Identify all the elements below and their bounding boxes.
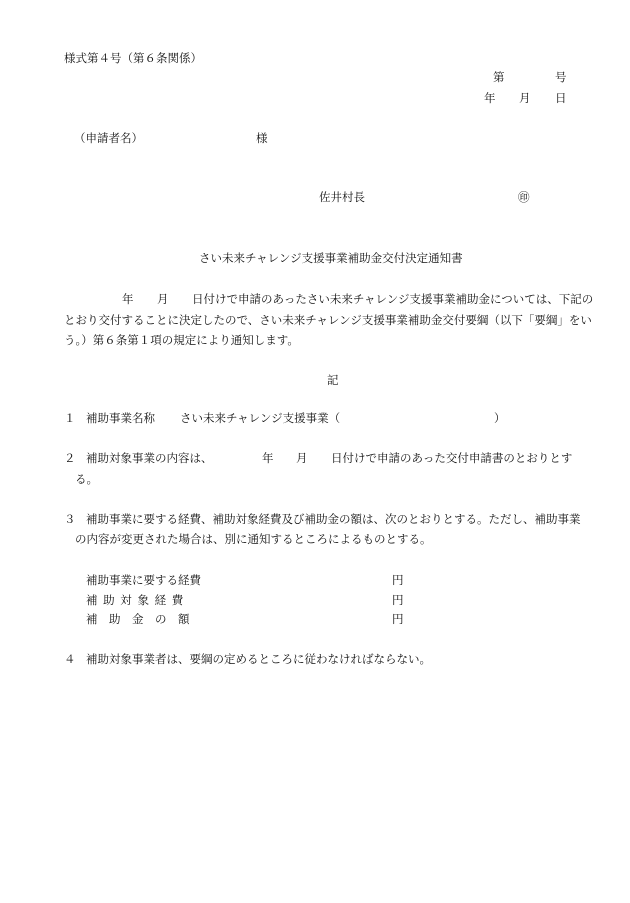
date-day: 日: [555, 91, 567, 105]
body-month: 月: [157, 292, 169, 306]
item2-number: ２: [64, 451, 76, 465]
cost-label-eligible: 補 助 対 象 経 費: [86, 593, 185, 607]
item1-value: さい未来チャレンジ支援事業（: [180, 411, 341, 425]
item1-number: １: [64, 411, 76, 425]
item2-month: 月: [296, 451, 308, 465]
cost-label-total: 補助事業に要する経費: [86, 573, 201, 587]
item2-text2: 日付けで申請のあった交付申請書のとおりとす: [331, 451, 573, 465]
body-line3: う。）第６条第１項の規定により通知します。: [64, 333, 299, 347]
item3-number: ３: [64, 512, 76, 526]
cost-label-subsidy: 補 助 金 の 額: [86, 612, 190, 626]
item1-label: 補助事業名称: [86, 411, 155, 425]
doc-number-suffix: 号: [555, 70, 567, 84]
body-line2: とおり交付することに決定したので、さい未来チャレンジ支援事業補助金交付要綱（以下「要綱」をい: [64, 313, 592, 327]
item4-number: ４: [64, 652, 76, 666]
doc-number-prefix: 第: [493, 70, 505, 84]
seal-mark: ㊞: [518, 190, 530, 204]
applicant-label: （申請者名）: [74, 131, 143, 145]
issuer-name: 佐井村長: [319, 190, 365, 204]
item2-text1: 補助対象事業の内容は、: [86, 451, 213, 465]
document-title: さい未来チャレンジ支援事業補助金交付決定通知書: [199, 251, 463, 265]
date-month: 月: [519, 91, 531, 105]
item4-text: 補助対象事業者は、要綱の定めるところに従わなければならない。: [86, 652, 431, 666]
item3-line2: の内容が変更された場合は、別に通知するところによるものとする。: [75, 532, 432, 546]
body-year: 年: [122, 292, 134, 306]
applicant-honorific: 様: [256, 131, 268, 145]
form-label: 様式第４号（第６条関係）: [64, 51, 202, 65]
cost-unit-subsidy: 円: [392, 612, 404, 626]
item2-year: 年: [262, 451, 274, 465]
item2-text3: る。: [75, 472, 98, 486]
body-line1: 日付けで申請のあったさい未来チャレンジ支援事業補助金については、下記の: [192, 292, 594, 306]
cost-unit-total: 円: [392, 573, 404, 587]
cost-unit-eligible: 円: [392, 593, 404, 607]
item3-line1: 補助事業に要する経費、補助対象経費及び補助金の額は、次のとおりとする。ただし、補助事業: [86, 512, 581, 526]
ki-heading: 記: [327, 373, 339, 387]
item1-close: ）: [494, 411, 506, 425]
date-year: 年: [484, 91, 496, 105]
